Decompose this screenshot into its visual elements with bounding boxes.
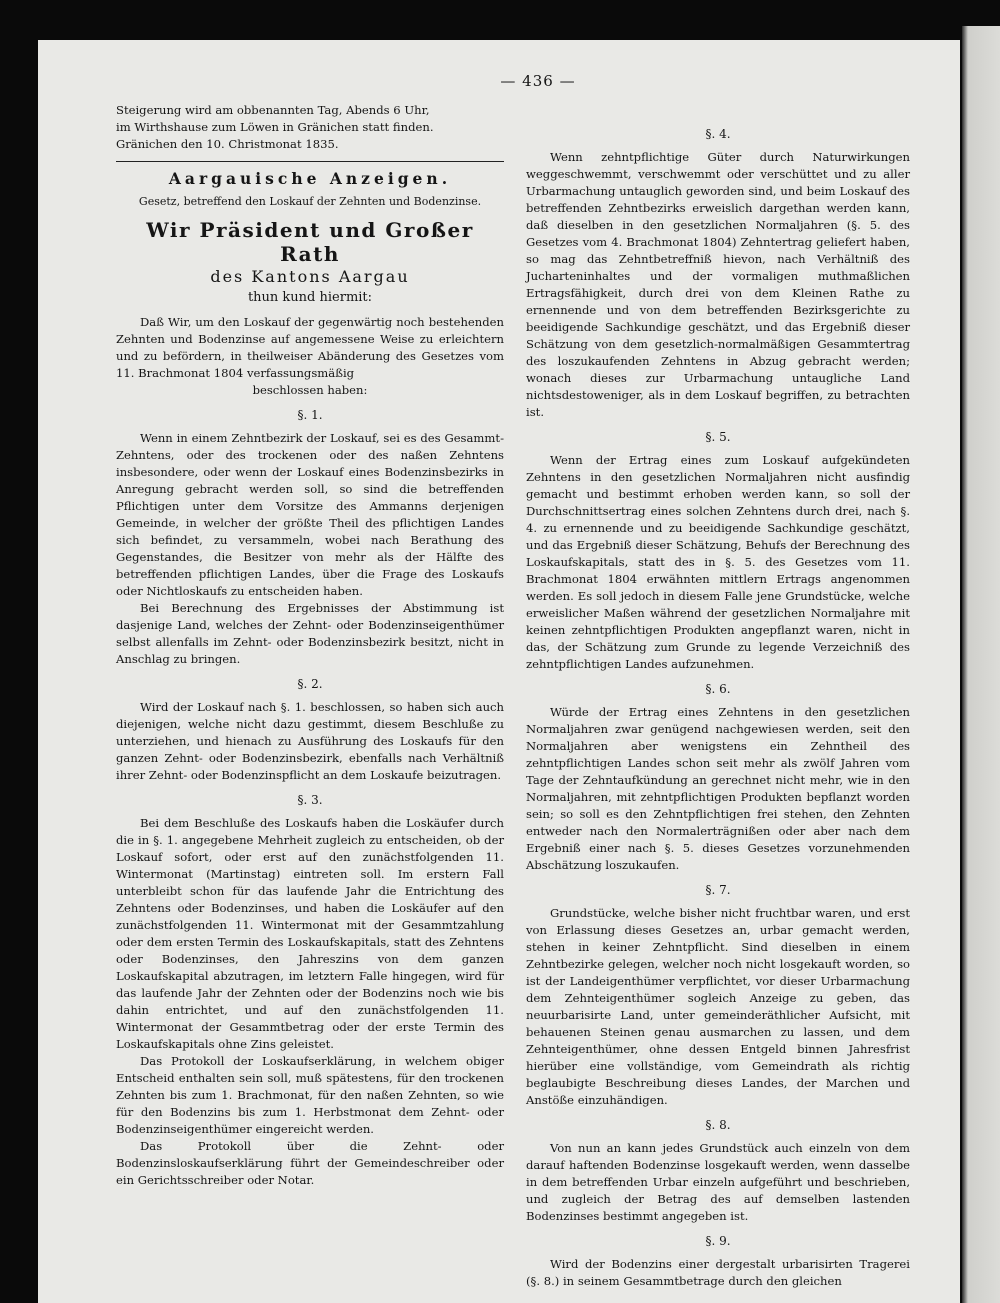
section-9-para-1: Wird der Bodenzins einer dergestalt urbarisirten Tragerei (§. 8.) in seinem Gesammtbetrage durch den gleichen <box>526 1257 910 1288</box>
left-column <box>116 102 504 1189</box>
section-3-heading: §. 3. <box>297 793 323 807</box>
right-column <box>526 102 910 1290</box>
section-8-para-1: Von nun an kann jedes Grundstück auch einzeln von dem darauf haftenden Bodenzinse losgekauft werden, wenn dasselbe in dem betreffenden Urbar einzeln aufgeführt und beschrieben, und zugleich der Betrag des auf demselben lastenden Bodenzinses bestimmt angegeben ist. <box>526 1141 910 1223</box>
section-4-heading: §. 4. <box>705 127 731 141</box>
section-2-para-1: Wird der Loskauf nach §. 1. beschlossen, so haben sich auch diejenigen, welche nicht dazu gestimmt, diesem Beschluße zu unterziehen, und hienach zu Ausführung des Loskaufs für den ganzen Zehnt- oder Bodenzinsbezirk, ebenfalls nach Verhältniß ihrer Zehnt- oder Bodenzinspflicht an dem Loskaufe beizutragen. <box>116 700 504 782</box>
section-4-para-1: Wenn zehntpflichtige Güter durch Naturwirkungen weggeschwemmt, verschwemmt oder verschüttet und zu aller Urbarmachung untauglich geworden sind, und beim Loskauf des betreffenden Zehntbezirks erweislich dargethan werden kann, daß dieselben in den gesetzlichen Normaljahren (§. 5. des Gesetzes vom 4. Brachmonat 1804) Zehntertrag geliefert haben, so mag das Zehntbetreffniß hievon, nach Verhältniß des Jucharteninhaltes und der vormaligen muthmaßlichen Ertragsfähigkeit, durch drei von dem Kleinen Rathe zu ernennende und von dem betreffenden Bezirksgerichte zu beeidigende Sachkundige geschätzt, und das Ergebniß dieser Schätzung von dem gesetzlich-normalmäßigen Gesammtertrag des loszukaufenden Zehntens in Abzug gebracht werden; wonach dieses zur Urbarmachung untaugliche Land nichtsdestoweniger, als in dem Loskauf begriffen, zu betrachten ist. <box>526 150 910 419</box>
section-heading: Aargauische Anzeigen. <box>168 169 452 188</box>
section-3-para-2: Das Protokoll der Loskaufserklärung, in welchem obiger Entscheid enthalten sein soll, muß spätestens, für den trockenen Zehnten bis zum 1. Brachmonat, für den naßen Zehnten, so wie für den Bodenzins bis zum 1. Herbstmonat dem Zehnt- oder Bodenzinseigenthümer eingereicht werden. <box>116 1054 504 1136</box>
intro-line-3: Gränichen den 10. Christmonat 1835. <box>116 137 339 151</box>
adjacent-page-edge <box>962 26 1000 1303</box>
section-1-heading: §. 1. <box>297 408 323 422</box>
page-number: — 436 — <box>500 72 576 90</box>
preamble: Daß Wir, um den Loskauf der gegenwärtig noch bestehenden Zehnten und Bodenzinse auf angemessene Weise zu erleichtern und zu befördern, in theilweiser Abänderung des Gesetzes vom 11. Brachmonat 1804 verfassungsmäßig <box>116 315 504 380</box>
document-page <box>38 40 960 1303</box>
section-1-para-2: Bei Berechnung des Ergebnisses der Abstimmung ist dasjenige Land, welches der Zehnt- oder Bodenzinseigenthümer selbst allenfalls im Zehnt- oder Bodenzinsbezirk besitzt, nicht in Anschlag zu bringen. <box>116 601 504 666</box>
section-6-heading: §. 6. <box>705 682 731 696</box>
section-1-para-1: Wenn in einem Zehntbezirk der Loskauf, sei es des Gesammt-Zehntens, oder des trockenen oder des naßen Zehntens insbesondere, oder wenn der Loskauf eines Bodenzinsbezirks in Anregung gebracht werden soll, so sind die betreffenden Pflichtigen unter dem Vorsitze des Ammanns derjenigen Gemeinde, in welcher der größte Theil des pflichtigen Landes sich befindet, zu versammeln, wobei nach Berathung des Gegenstandes, die Besitzer von mehr als der Hälfte des betreffenden pflichtigen Landes, über die Frage des Loskaufs oder Nichtloskaufs zu entscheiden haben. <box>116 431 504 598</box>
law-subtitle: Gesetz, betreffend den Loskauf der Zehnten und Bodenzinse. <box>138 195 482 208</box>
section-6-para-1: Würde der Ertrag eines Zehntens in den gesetzlichen Normaljahren zwar genügend nachgewiesen werden, seit den Normaljahren aber wenigstens ein Zehntheil des zehntpflichtigen Landes schon seit mehr als zwölf Jahren vom Tage der Zehntaufkündung an gerechnet nicht mehr, wie in den Normaljahren, mit zehntpflichtigen Produkten bepflanzt worden sein; so soll es den Zehntpflichtigen frei stehen, den Zehnten entweder nach den Normalerträgnißen oder aber nach dem Ergebniß einer nach §. 5. dieses Gesetzes vorzunehmenden Abschätzung loszukaufen. <box>526 705 910 872</box>
intro-line-2: im Wirthshause zum Löwen in Gränichen statt finden. <box>116 120 434 134</box>
divider-rule <box>116 161 504 162</box>
section-5-para-1: Wenn der Ertrag eines zum Loskauf aufgekündeten Zehntens in den gesetzlichen Normaljahren nicht ausfindig gemacht und bestimmt erhoben werden kann, so soll der Durchschnittsertrag eines solchen Zehntens durch drei, nach §. 4. zu ernennende und zu beeidigende Sachkundige geschätzt, und das Ergebniß dieser Schätzung, Behufs der Berechnung des Loskaufskapitals, statt des in §. 5. des Gesetzes vom 11. Brachmonat 1804 erwähnten mittlern Ertrags angenommen werden. Es soll jedoch in diesem Falle jene Grundstücke, welche erweislicher Maßen während der gesetzlichen Normaljahre mit keinen zehntpflichtigen Produkten angepflanzt waren, nicht in das, der Schätzung zum Grunde zu legende Verzeichniß des zehntpflichtigen Landes aufzunehmen. <box>526 453 910 671</box>
section-9-heading: §. 9. <box>705 1234 731 1248</box>
section-7-heading: §. 7. <box>705 883 731 897</box>
title-line-2: des Kantons Aargau <box>210 267 410 286</box>
title-line-1: Wir Präsident und Großer Rath <box>146 218 474 266</box>
intro-line-1: Steigerung wird am obbenannten Tag, Abends 6 Uhr, <box>116 103 430 117</box>
section-5-heading: §. 5. <box>705 430 731 444</box>
section-8-heading: §. 8. <box>705 1118 731 1132</box>
section-2-heading: §. 2. <box>297 677 323 691</box>
section-3-para-3: Das Protokoll über die Zehnt- oder Bodenzinsloskaufserklärung führt der Gemeindeschreiber oder ein Gerichtsschreiber oder Notar. <box>116 1139 504 1187</box>
section-3-para-1: Bei dem Beschluße des Loskaufs haben die Loskäufer durch die in §. 1. angegebene Mehrheit zugleich zu entscheiden, ob der Loskauf sofort, oder erst auf den zunächstfolgenden 11. Wintermonat (Martinstag) eintreten soll. Im erstern Fall unterbleibt schon für das laufende Jahr die Entrichtung des Zehntens oder Bodenzinses, und haben die Loskäufer auf den zunächstfolgenden 11. Wintermonat mit der Gesammtzahlung oder dem ersten Termin des Loskaufskapitals, statt des Zehntens oder Bodenzinses, den Jahreszins von dem ganzen Loskaufskapital abzutragen, im letztern Falle hingegen, wird für das laufende Jahr der Zehnten oder der Bodenzins noch wie bis dahin entrichtet, und auf den zunächstfolgenden 11. Wintermonat der Gesammtbetrag oder der erste Termin des Loskaufskapitals ohne Zins geleistet. <box>116 816 504 1051</box>
title-line-3: thun kund hiermit: <box>247 290 373 305</box>
preamble-end: beschlossen haben: <box>252 383 368 397</box>
section-7-para-1: Grundstücke, welche bisher nicht fruchtbar waren, und erst von Erlassung dieses Gesetzes an, urbar gemacht werden, stehen in keiner Zehntpflicht. Sind dieselben in einem Zehntbezirke gelegen, welcher noch nicht losgekauft worden, so ist der Landeigenthümer verpflichtet, vor dieser Urbarmachung dem Zehnteigenthümer sogleich Anzeige zu geben, das neuurbarisirte Land, unter gemeinderäthlicher Aufsicht, mit behauenen Steinen genau ausmarchen zu lassen, und dem Zehnteigenthümer, ohne dessen Entgeld binnen Jahresfrist hierüber eine vollständige, vom Gemeindrath als richtig beglaubigte Beschreibung dieses Landes, der Marchen und Anstöße einzuhändigen. <box>526 906 910 1107</box>
